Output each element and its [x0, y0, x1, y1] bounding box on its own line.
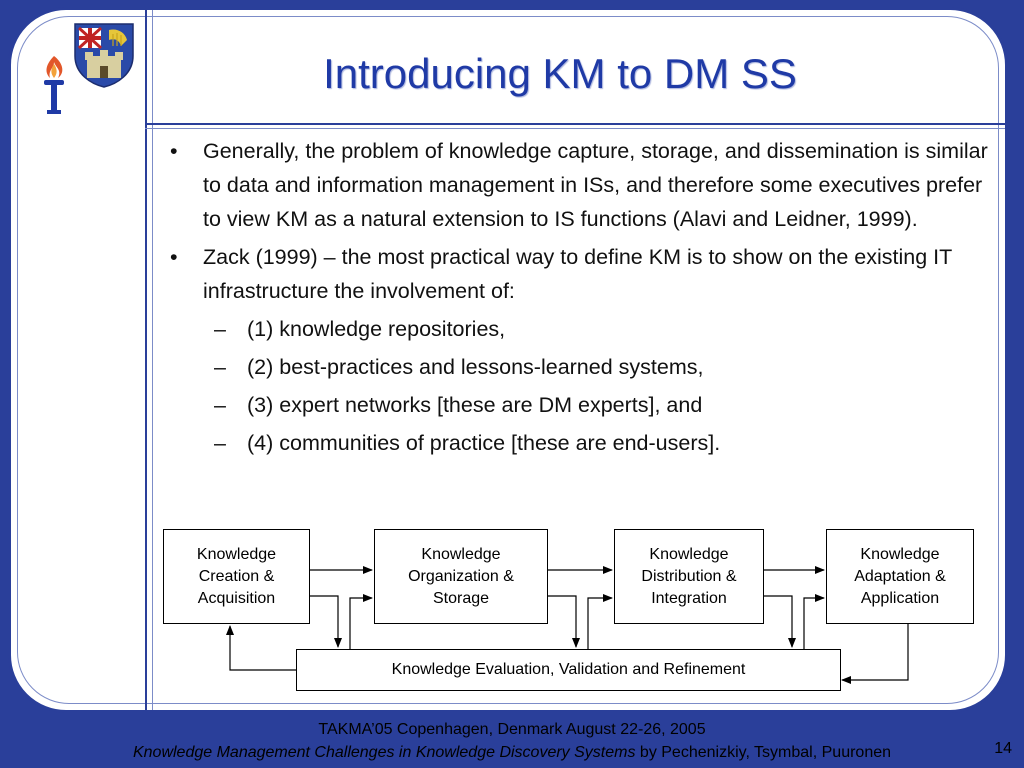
sub-bullet-marker: –	[214, 317, 226, 341]
node-label: Knowledge Adaptation & Application	[854, 545, 946, 607]
sub-bullet-text: (1) knowledge repositories,	[247, 317, 506, 341]
node-label: Knowledge Organization & Storage	[408, 545, 514, 607]
node-creation-acquisition	[163, 529, 310, 624]
bullet-text: Generally, the problem of knowledge capture, storage, and dissemination is similar to data and information management in ISs, and therefore some executives prefer to view KM as a natural extension to IS functions (Alavi and Leidner, 1999).	[203, 139, 988, 231]
arrow-creation-down	[310, 596, 338, 647]
bullet-marker: •	[170, 245, 178, 269]
sub-bullet-text: (4) communities of practice [these are end-users].	[247, 431, 721, 455]
arrow-evaluation-to-organization	[350, 598, 372, 649]
sub-bullet-text: (2) best-practices and lessons-learned systems,	[247, 355, 704, 379]
arrow-evaluation-to-distribution	[588, 598, 612, 649]
bullet-text: Zack (1999) – the most practical way to define KM is to show on the existing IT infrastructure the involvement of:	[203, 245, 952, 303]
sub-bullet-marker: –	[214, 431, 226, 455]
slide-title: Introducing KM to DM SS	[323, 50, 797, 97]
page-number: 14	[994, 740, 1012, 757]
node-distribution-integration	[614, 529, 764, 624]
footer-paper	[0, 744, 1024, 762]
node-evaluation-validation-refinement	[296, 649, 841, 691]
footer-authors: by Pechenizkiy, Tsymbal, Puuronen	[635, 744, 892, 761]
node-organization-storage	[374, 529, 548, 624]
arrow-evaluation-to-creation	[230, 626, 296, 670]
arrow-adaptation-to-evaluation	[842, 624, 908, 680]
node-label: Knowledge Creation & Acquisition	[196, 545, 277, 607]
node-label: Knowledge Distribution & Integration	[641, 545, 737, 607]
node-adaptation-application	[826, 529, 974, 624]
footer-paper-title: Knowledge Management Challenges in Knowledge Discovery Systems	[132, 744, 636, 761]
node-label: Knowledge Evaluation, Validation and Refinement	[391, 661, 746, 678]
sub-bullet-marker: –	[214, 393, 226, 417]
arrow-evaluation-to-adaptation	[804, 598, 824, 649]
arrow-distribution-down	[764, 596, 792, 647]
sub-bullet-text: (3) expert networks [these are DM experts], and	[247, 393, 703, 417]
bullet-marker: •	[170, 139, 178, 163]
footer-conference: TAKMA’05 Copenhagen, Denmark August 22-26, 2005	[318, 721, 706, 738]
arrow-organization-down	[548, 596, 576, 647]
sub-bullet-marker: –	[214, 355, 226, 379]
